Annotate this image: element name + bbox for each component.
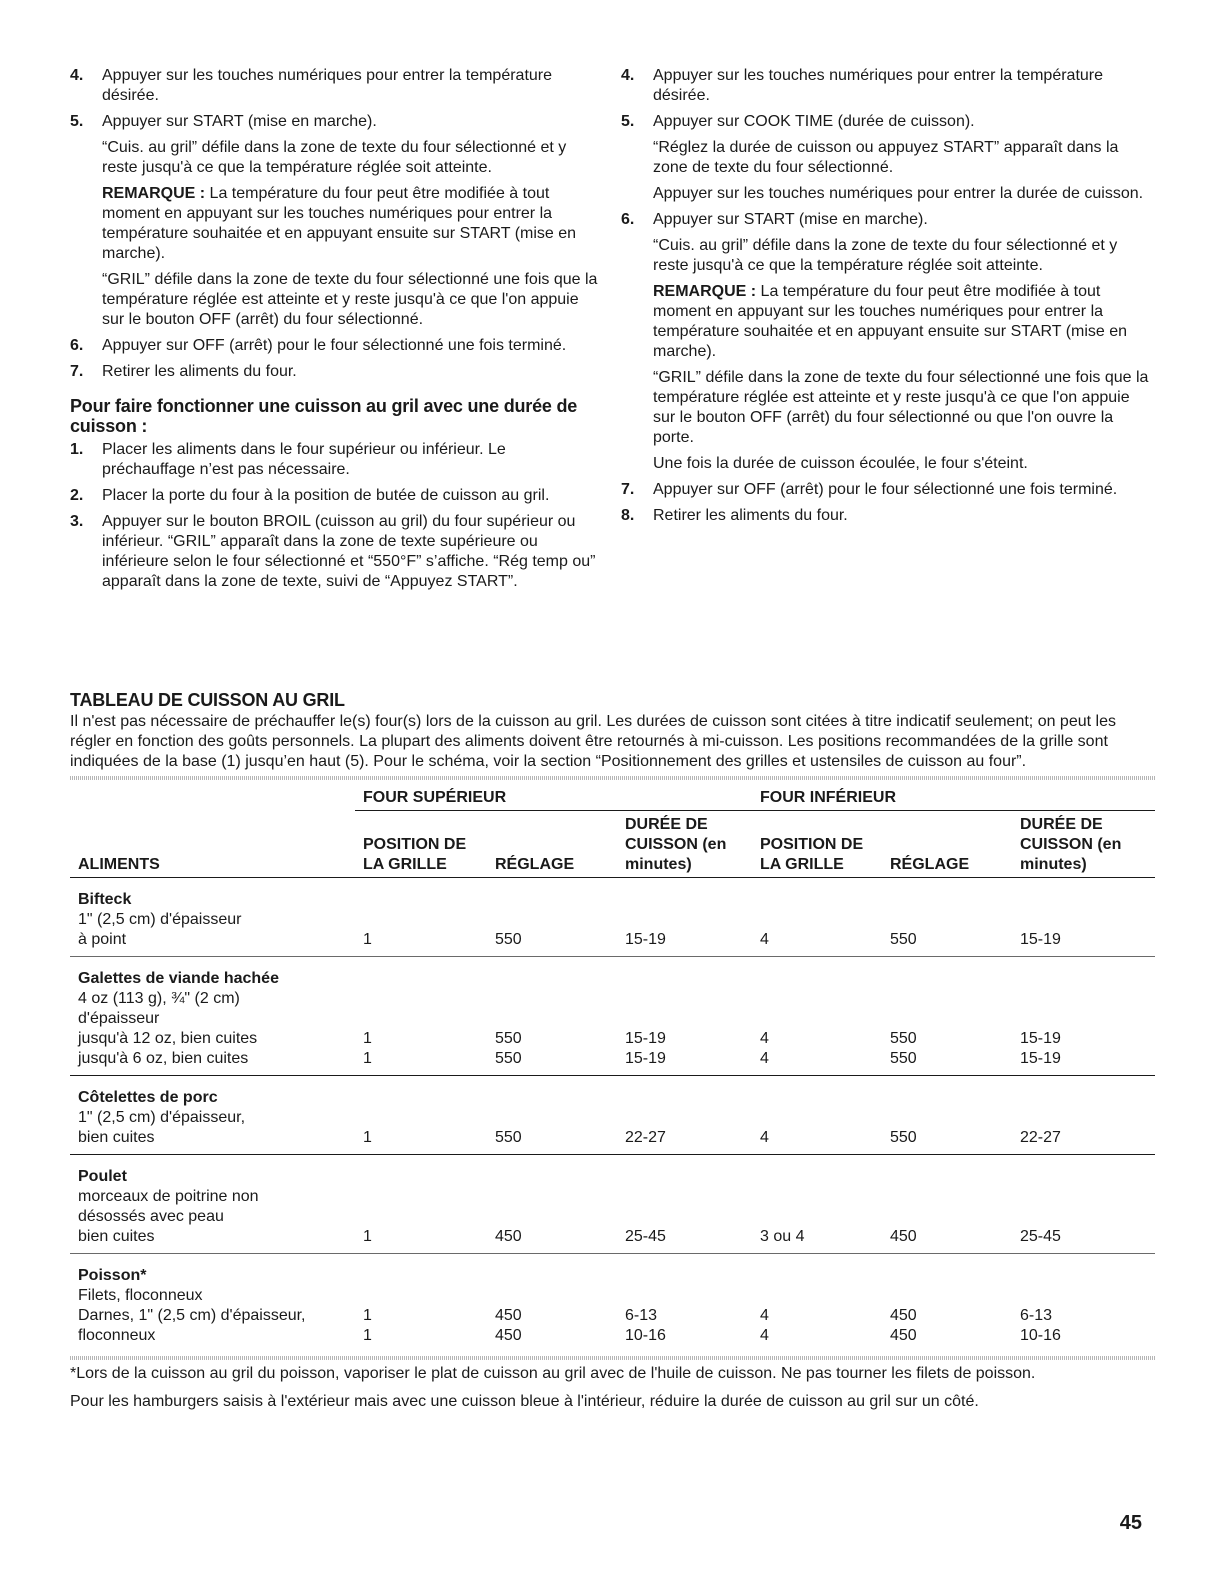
cell-value: 1 (363, 931, 372, 948)
spacer (1020, 1286, 1147, 1306)
spacer (1020, 890, 1147, 910)
spacer (625, 989, 744, 1009)
spacer (760, 969, 874, 989)
step-text: Appuyer sur OFF (arrêt) pour le four sélectionné une fois terminé. (102, 337, 567, 354)
step-4-left (70, 66, 600, 106)
cell-setting-upper (487, 1155, 617, 1254)
header-position-upper: POSITION DE LA GRILLE (355, 811, 487, 878)
food-detail: bien cuites (78, 1228, 155, 1245)
spacer (495, 1088, 609, 1108)
spacer (890, 1207, 1004, 1227)
cell-duration-lower (1012, 1254, 1155, 1353)
cell-value: 550 (890, 931, 917, 948)
spacer (363, 1108, 479, 1128)
step-number: 7. (621, 481, 635, 498)
cell-setting-lower (882, 957, 1012, 1076)
cell-setting-upper (487, 878, 617, 957)
cell-position-lower (752, 1254, 882, 1353)
spacer (760, 890, 874, 910)
step-2-left (70, 486, 600, 506)
spacer (625, 910, 744, 930)
step-text: Placer les aliments dans le four supérieur ou inférieur. Le préchauffage n’est pas nécessaire. (102, 441, 506, 478)
column-header-row (70, 811, 1155, 878)
header-setting-lower: RÉGLAGE (882, 811, 1012, 878)
step-text: Appuyer sur OFF (arrêt) pour le four sélectionné une fois terminé. (653, 481, 1118, 498)
spacer (625, 969, 744, 989)
step-6-right (621, 210, 1156, 230)
step-number: 3. (70, 513, 84, 530)
step-text: Appuyer sur le bouton BROIL (cuisson au gril) du four supérieur ou inférieur. “GRIL” apparaît dans la zone de texte supérieure ou inférieure selon le four sélectionné et “550°F” s’affiche. “Rég temp ou” apparaît dans la zone de texte, suivi de “Appuyez START”. (102, 513, 596, 590)
cell-food (70, 1254, 355, 1353)
step-number: 1. (70, 441, 84, 458)
food-detail: floconneux (78, 1327, 156, 1344)
table-bottom-rule (70, 1356, 1155, 1360)
cell-value: 15-19 (625, 1050, 666, 1067)
paragraph-gril: “GRIL” défile dans la zone de texte du four sélectionné une fois que la température réglée est atteinte et y reste jusqu'à ce que l'on appuie sur le bouton OFF (arrêt) du four sélectionné ou que l'on ouvre la porte. (653, 369, 1149, 446)
food-detail: à point (78, 931, 127, 948)
step-text: Appuyer sur les touches numériques pour entrer la température désirée. (102, 67, 553, 104)
spacer (495, 1167, 609, 1187)
spacer (760, 1088, 874, 1108)
cell-value: 6-13 (1020, 1307, 1053, 1324)
step-text: Retirer les aliments du four. (653, 507, 848, 524)
footnotes (70, 1364, 1155, 1420)
step-text: Retirer les aliments du four. (102, 363, 297, 380)
cell-food (70, 1076, 355, 1155)
cell-position-lower (752, 878, 882, 957)
food-name: Poulet (78, 1168, 127, 1185)
spacer (760, 1108, 874, 1128)
step-5-right (621, 112, 1156, 132)
spacer (495, 1266, 609, 1286)
food-detail: bien cuites (78, 1129, 155, 1146)
cell-setting-lower (882, 1254, 1012, 1353)
cell-position-upper (355, 957, 487, 1076)
cell-value: 550 (495, 931, 522, 948)
group-lower-oven: FOUR INFÉRIEUR (752, 780, 1155, 811)
cell-duration-lower (1012, 878, 1155, 957)
spacer (495, 969, 609, 989)
cell-food (70, 878, 355, 957)
spacer (363, 910, 479, 930)
remark-label: REMARQUE : (102, 185, 206, 202)
paragraph-reglez: “Réglez la durée de cuisson ou appuyez START” apparaît dans la zone de texte du four sélectionné. (653, 139, 1119, 176)
cell-setting-upper (487, 1076, 617, 1155)
cell-position-upper (355, 1155, 487, 1254)
header-setting-upper: RÉGLAGE (487, 811, 617, 878)
spacer (625, 1187, 744, 1207)
spacer (890, 910, 1004, 930)
step-number: 7. (70, 363, 84, 380)
step-text: Appuyer sur START (mise en marche). (653, 211, 928, 228)
cell-setting-upper (487, 957, 617, 1076)
cell-position-upper (355, 1076, 487, 1155)
spacer (760, 1286, 874, 1306)
step-number: 2. (70, 487, 84, 504)
cell-position-upper (355, 1254, 487, 1353)
spacer (1020, 1009, 1147, 1029)
spacer (760, 1009, 874, 1029)
spacer (495, 1187, 609, 1207)
cell-value: 15-19 (625, 1030, 666, 1047)
step-4-right (621, 66, 1156, 106)
spacer (890, 1286, 1004, 1306)
step-text: Appuyer sur COOK TIME (durée de cuisson). (653, 113, 975, 130)
cell-setting-upper (487, 1254, 617, 1353)
paragraph-duree: Appuyer sur les touches numériques pour entrer la durée de cuisson. (653, 185, 1144, 202)
food-detail: d'épaisseur (78, 1010, 160, 1027)
spacer (1020, 1167, 1147, 1187)
spacer (760, 1266, 874, 1286)
cell-value: 22-27 (625, 1129, 666, 1146)
step-6-left (70, 336, 600, 356)
spacer (625, 1009, 744, 1029)
cell-value: 4 (760, 931, 769, 948)
cell-value: 15-19 (1020, 1030, 1061, 1047)
spacer (890, 989, 1004, 1009)
spacer (760, 989, 874, 1009)
step-1-left (70, 440, 600, 480)
cell-value: 450 (890, 1307, 917, 1324)
spacer (890, 1108, 1004, 1128)
cell-value: 1 (363, 1307, 372, 1324)
cell-position-lower (752, 1155, 882, 1254)
table-body (70, 878, 1155, 1353)
cell-value: 450 (890, 1327, 917, 1344)
spacer (625, 1167, 744, 1187)
table-row (70, 1155, 1155, 1254)
cell-duration-upper (617, 878, 752, 957)
step-7-right (621, 480, 1156, 500)
spacer (625, 1266, 744, 1286)
cell-value: 1 (363, 1050, 372, 1067)
section-heading: Pour faire fonctionner une cuisson au gril avec une durée de cuisson : (70, 396, 578, 436)
food-name: Poisson* (78, 1267, 147, 1284)
cell-duration-upper (617, 957, 752, 1076)
cell-value: 6-13 (625, 1307, 658, 1324)
spacer (890, 1088, 1004, 1108)
spacer (1020, 1266, 1147, 1286)
cell-value: 550 (495, 1129, 522, 1146)
cell-value: 550 (495, 1050, 522, 1067)
spacer (625, 1286, 744, 1306)
step-text: Appuyer sur START (mise en marche). (102, 113, 377, 130)
spacer (625, 1108, 744, 1128)
broil-table (70, 780, 1155, 1352)
cell-value: 1 (363, 1228, 372, 1245)
cell-value: 25-45 (625, 1228, 666, 1245)
cell-value: 1 (363, 1030, 372, 1047)
spacer (495, 910, 609, 930)
spacer (495, 1009, 609, 1029)
food-detail: morceaux de poitrine non (78, 1188, 259, 1205)
spacer (760, 1187, 874, 1207)
table-row (70, 1254, 1155, 1353)
food-name: Côtelettes de porc (78, 1089, 218, 1106)
table-row (70, 957, 1155, 1076)
cell-value: 22-27 (1020, 1129, 1061, 1146)
cell-value: 4 (760, 1129, 769, 1146)
food-name: Galettes de viande hachée (78, 970, 279, 987)
cell-value: 450 (890, 1228, 917, 1245)
step-number: 6. (70, 337, 84, 354)
step-7-left (70, 362, 600, 382)
spacer (890, 969, 1004, 989)
food-detail: Darnes, 1" (2,5 cm) d'épaisseur, (78, 1307, 306, 1324)
spacer (363, 989, 479, 1009)
spacer (363, 1009, 479, 1029)
cell-food (70, 957, 355, 1076)
spacer (495, 1207, 609, 1227)
spacer (890, 1266, 1004, 1286)
table-intro: Il n'est pas nécessaire de préchauffer le(s) four(s) lors de la cuisson au gril. Les durées de cuisson sont citées à titre indicatif seulement; on peut les régler en fonction des goûts personnels. La plupart des aliments doivent être retournés à mi-cuisson. Les positions recommandées de la grille sont indiquées de la base (1) jusqu’en haut (5). Pour le schéma, voir la section “Positionnement des grilles et ustensiles de cuisson au four”. (70, 713, 1116, 770)
cell-setting-lower (882, 878, 1012, 957)
paragraph-gril: “GRIL” défile dans la zone de texte du four sélectionné une fois que la température réglée est atteinte et y reste jusqu'à ce que l'on appuie sur le bouton OFF (arrêt) du four sélectionné. (102, 271, 598, 328)
spacer (760, 1167, 874, 1187)
step-number: 8. (621, 507, 635, 524)
spacer (495, 989, 609, 1009)
spacer (1020, 1088, 1147, 1108)
cell-value: 450 (495, 1228, 522, 1245)
cell-duration-lower (1012, 1076, 1155, 1155)
food-detail: 4 oz (113 g), ¾" (2 cm) (78, 990, 240, 1007)
cell-value: 450 (495, 1327, 522, 1344)
cell-value: 25-45 (1020, 1228, 1061, 1245)
step-8-right (621, 506, 1156, 526)
cell-value: 550 (495, 1030, 522, 1047)
spacer (363, 1167, 479, 1187)
paragraph-cuis-au-gril: “Cuis. au gril” défile dans la zone de texte du four sélectionné et y reste jusqu'à ce que la température réglée soit atteinte. (653, 237, 1118, 274)
spacer (363, 890, 479, 910)
remark-paragraph (621, 282, 1156, 362)
cell-value: 4 (760, 1327, 769, 1344)
cell-value: 10-16 (625, 1327, 666, 1344)
cell-duration-upper (617, 1076, 752, 1155)
spacer (495, 1286, 609, 1306)
step-number: 5. (70, 113, 84, 130)
oven-group-row (70, 780, 1155, 811)
cell-value: 1 (363, 1327, 372, 1344)
spacer (760, 910, 874, 930)
cell-value: 4 (760, 1030, 769, 1047)
spacer (625, 890, 744, 910)
cell-value: 10-16 (1020, 1327, 1061, 1344)
step-number: 5. (621, 113, 635, 130)
cell-setting-lower (882, 1076, 1012, 1155)
food-detail: Filets, floconneux (78, 1287, 203, 1304)
cell-value: 4 (760, 1050, 769, 1067)
spacer (363, 1207, 479, 1227)
step-number: 6. (621, 211, 635, 228)
spacer (1020, 910, 1147, 930)
group-spacer (70, 780, 355, 811)
table-row (70, 878, 1155, 957)
spacer (363, 1187, 479, 1207)
spacer (363, 969, 479, 989)
step-text: Placer la porte du four à la position de butée de cuisson au gril. (102, 487, 550, 504)
cell-food (70, 1155, 355, 1254)
step-5-left (70, 112, 600, 132)
food-detail: désossés avec peau (78, 1208, 224, 1225)
cell-duration-upper (617, 1155, 752, 1254)
spacer (890, 1009, 1004, 1029)
cell-position-lower (752, 1076, 882, 1155)
cell-value: 15-19 (625, 931, 666, 948)
cell-value: 450 (495, 1307, 522, 1324)
header-food: ALIMENTS (70, 811, 355, 878)
paragraph-cuis-au-gril: “Cuis. au gril” défile dans la zone de texte du four sélectionné et y reste jusqu'à ce que la température réglée soit atteinte. (102, 139, 567, 176)
header-duration-lower: DURÉE DE CUISSON (en minutes) (1012, 811, 1155, 878)
cell-duration-upper (617, 1254, 752, 1353)
cell-value: 550 (890, 1030, 917, 1047)
spacer (1020, 989, 1147, 1009)
header-position-lower: POSITION DE LA GRILLE (752, 811, 882, 878)
spacer (495, 890, 609, 910)
broil-chart-section (70, 690, 1155, 1360)
food-name: Bifteck (78, 891, 132, 908)
cell-value: 550 (890, 1050, 917, 1067)
cell-duration-lower (1012, 1155, 1155, 1254)
footnote-hamburgers: Pour les hamburgers saisis à l'extérieur mais avec une cuisson bleue à l'intérieur, réduire la durée de cuisson au gril sur un côté. (70, 1393, 979, 1410)
spacer (363, 1266, 479, 1286)
step-number: 4. (70, 67, 84, 84)
cell-value: 550 (890, 1129, 917, 1146)
spacer (625, 1207, 744, 1227)
food-detail: 1" (2,5 cm) d'épaisseur (78, 911, 242, 928)
step-3-left (70, 512, 600, 592)
remark-text: La température du four peut être modifiée à tout moment en appuyant sur les touches numériques pour entrer la température souhaitée et en appuyant ensuite sur START (mise en marche). (653, 283, 1128, 360)
cell-value: 3 ou 4 (760, 1228, 805, 1245)
spacer (363, 1286, 479, 1306)
group-upper-oven: FOUR SUPÉRIEUR (355, 780, 752, 811)
table-row (70, 1076, 1155, 1155)
step-number: 4. (621, 67, 635, 84)
paragraph-fin: Une fois la durée de cuisson écoulée, le four s'éteint. (653, 455, 1028, 472)
spacer (760, 1207, 874, 1227)
spacer (363, 1088, 479, 1108)
footnote-fish: *Lors de la cuisson au gril du poisson, vaporiser le plat de cuisson au gril avec de l'huile de cuisson. Ne pas tourner les filets de poisson. (70, 1365, 1036, 1382)
cell-value: 4 (760, 1307, 769, 1324)
cell-value: 1 (363, 1129, 372, 1146)
food-detail: jusqu'à 12 oz, bien cuites (78, 1030, 258, 1047)
step-text: Appuyer sur les touches numériques pour entrer la température désirée. (653, 67, 1104, 104)
spacer (1020, 1207, 1147, 1227)
spacer (1020, 969, 1147, 989)
remark-paragraph (70, 184, 600, 264)
right-column (621, 66, 1156, 532)
spacer (625, 1088, 744, 1108)
left-column (70, 66, 600, 598)
cell-position-lower (752, 957, 882, 1076)
remark-text: La température du four peut être modifiée à tout moment en appuyant sur les touches numériques pour entrer la température souhaitée et en appuyant ensuite sur START (mise en marche). (102, 185, 577, 262)
spacer (890, 1167, 1004, 1187)
food-detail: jusqu'à 6 oz, bien cuites (78, 1050, 249, 1067)
cell-position-upper (355, 878, 487, 957)
table-title: TABLEAU DE CUISSON AU GRIL (70, 690, 345, 710)
cell-value: 15-19 (1020, 1050, 1061, 1067)
spacer (1020, 1108, 1147, 1128)
cell-duration-lower (1012, 957, 1155, 1076)
header-duration-upper: DURÉE DE CUISSON (en minutes) (617, 811, 752, 878)
spacer (890, 890, 1004, 910)
spacer (495, 1108, 609, 1128)
cell-value: 15-19 (1020, 931, 1061, 948)
spacer (890, 1187, 1004, 1207)
remark-label: REMARQUE : (653, 283, 757, 300)
food-detail: 1" (2,5 cm) d'épaisseur, (78, 1109, 246, 1126)
cell-setting-lower (882, 1155, 1012, 1254)
spacer (1020, 1187, 1147, 1207)
page-number: 45 (1119, 1512, 1142, 1534)
